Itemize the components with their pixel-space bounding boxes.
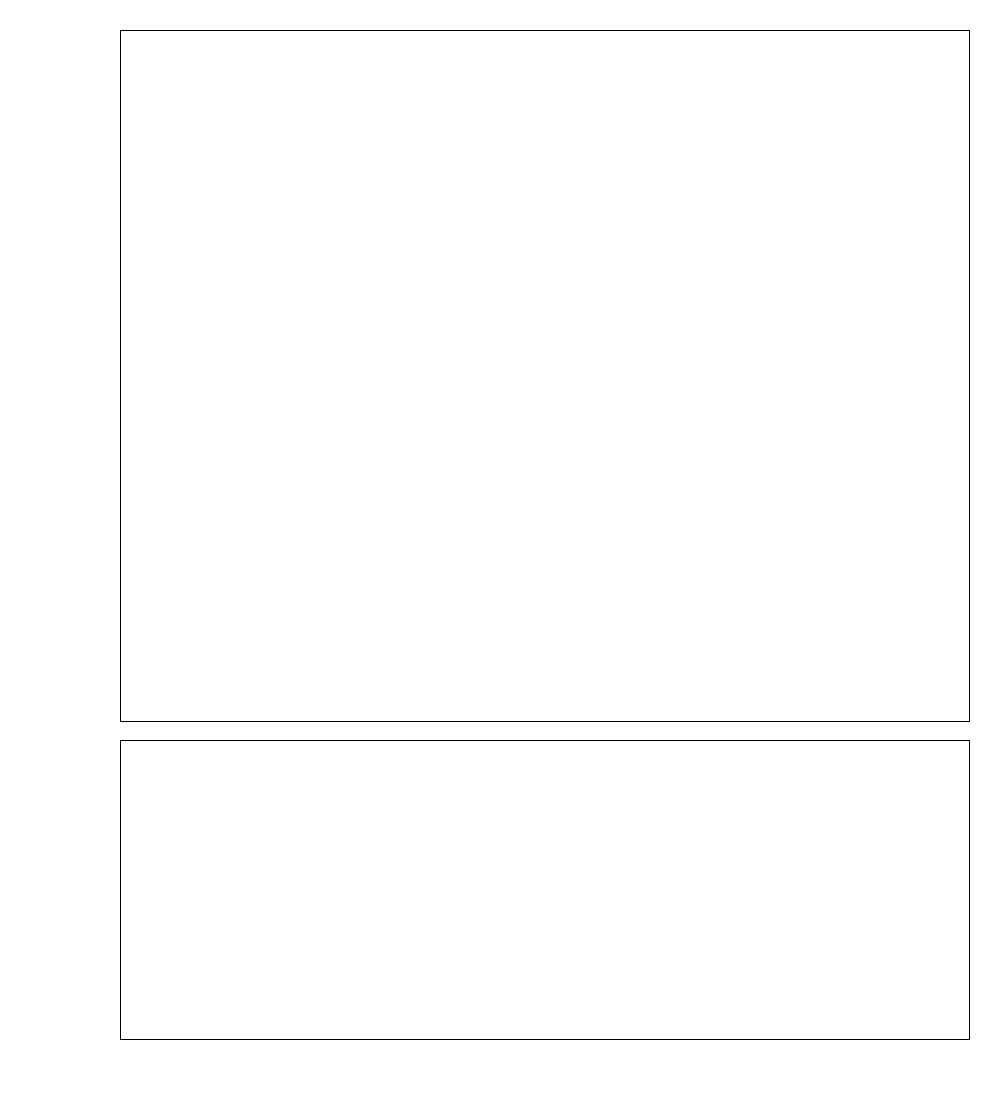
incremental-rate-plot (120, 30, 970, 722)
rupture-count-plot (120, 740, 970, 1040)
